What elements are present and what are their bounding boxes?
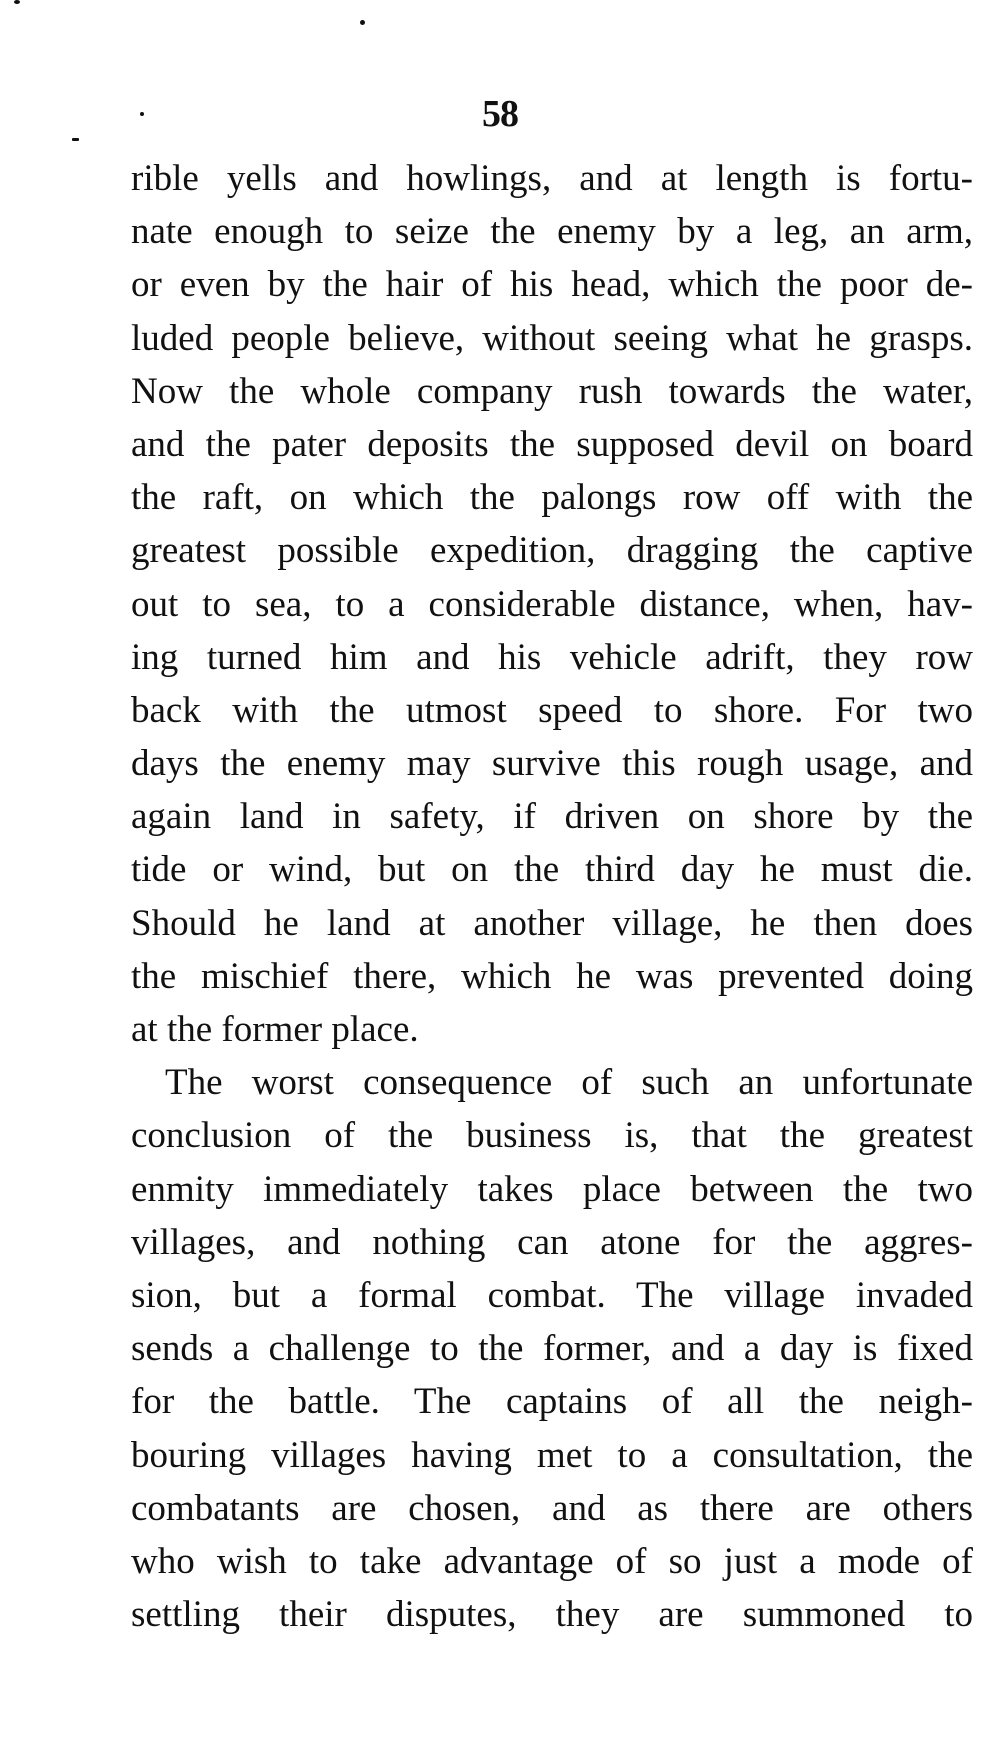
text-line: the raft, on which the palongs row off with the [131,477,973,519]
text-line: sion, but a formal combat. The village invaded [131,1274,973,1316]
text-line: nate enough to seize the enemy by a leg, an arm, [131,211,973,253]
page-number: 58 [482,93,518,135]
body-text [131,152,973,1641]
text-line: sends a challenge to the former, and a day is fixed [131,1328,973,1370]
text-line: enmity immediately takes place between the two [131,1168,973,1210]
text-line: Now the whole company rush towards the water, [131,370,973,412]
print-speck [360,20,365,25]
text-line: for the battle. The captains of all the neigh- [131,1381,973,1423]
text-line: Should he land at another village, he then does [131,902,973,944]
text-line: combatants are chosen, and as there are others [131,1487,973,1529]
text-line: the mischief there, which he was prevented doing [131,955,973,997]
text-line: or even by the hair of his head, which the poor de- [131,264,973,306]
text-line: again land in safety, if driven on shore by the [131,796,973,838]
print-speck [14,0,20,4]
text-line: and the pater deposits the supposed devil on board [131,423,973,465]
text-line: villages, and nothing can atone for the aggres- [131,1221,973,1263]
text-line: out to sea, to a considerable distance, when, hav- [131,583,973,625]
text-line: conclusion of the business is, that the greatest [131,1115,973,1157]
text-line: settling their disputes, they are summoned to [131,1594,973,1636]
text-line: bouring villages having met to a consultation, the [131,1434,973,1476]
text-line: back with the utmost speed to shore. For two [131,689,973,731]
text-line: rible yells and howlings, and at length is fortu- [131,158,973,199]
text-line: who wish to take advantage of so just a mode of [131,1540,973,1582]
text-line: days the enemy may survive this rough usage, and [131,743,973,785]
text-line: luded people believe, without seeing what he grasps. [131,317,973,359]
text-line: greatest possible expedition, dragging the captive [131,530,973,572]
print-speck [72,138,79,141]
text-line: at the former place. [131,1009,419,1050]
paragraph-start-line: The worst consequence of such an unfortunate [165,1062,973,1104]
text-line: ing turned him and his vehicle adrift, they row [131,636,973,678]
text-line: tide or wind, but on the third day he must die. [131,849,973,891]
